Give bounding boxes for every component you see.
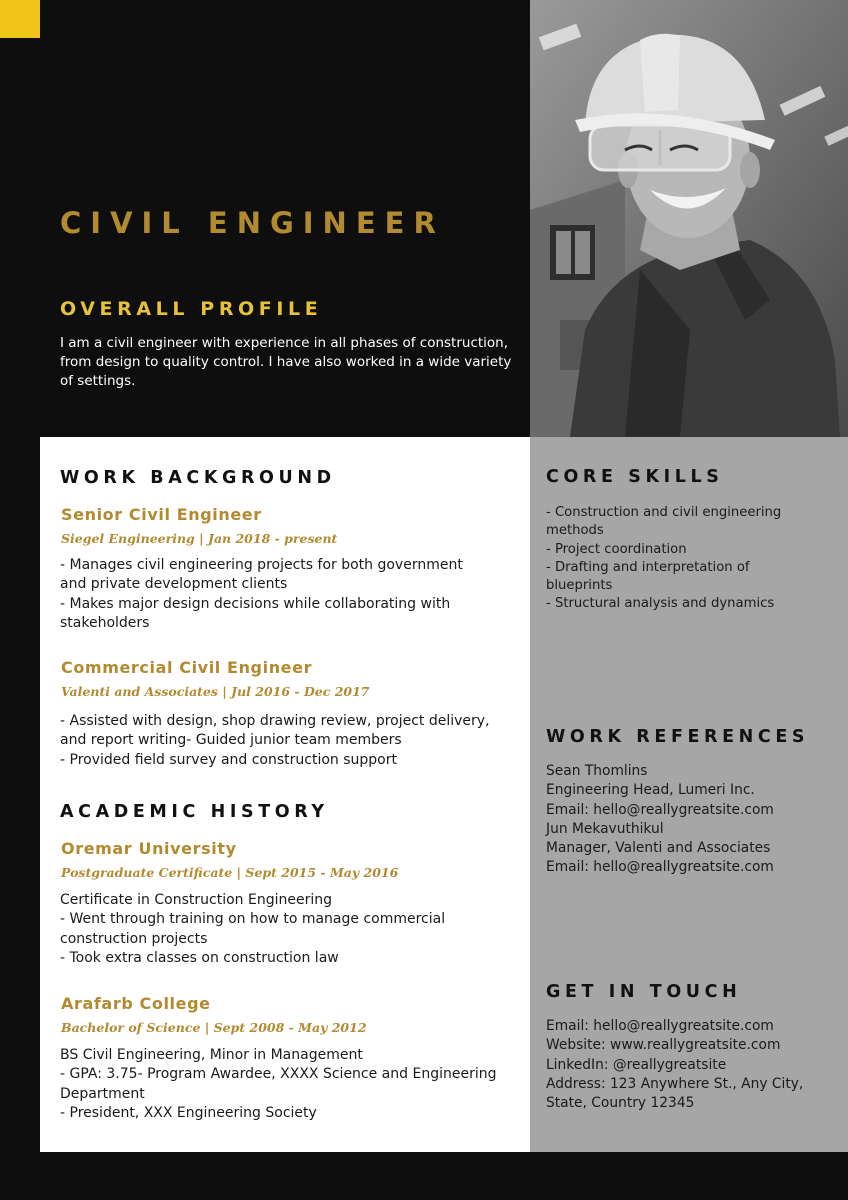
text-line: and report writing- Guided junior team members xyxy=(60,732,402,749)
academic-entry-title: Oremar University xyxy=(61,839,237,858)
skill-line: - Drafting and interpretation of xyxy=(546,559,750,575)
academic-entry-description xyxy=(60,1046,496,1123)
text-line: - Took extra classes on construction law xyxy=(60,949,339,966)
text-line: - Makes major design decisions while collaborating with xyxy=(60,595,451,612)
accent-square xyxy=(0,0,40,38)
work-entry-description xyxy=(60,556,463,633)
academic-entry-subtitle: Bachelor of Science | Sept 2008 - May 2012 xyxy=(61,1020,367,1035)
references-heading: WORK REFERENCES xyxy=(546,727,810,747)
contact-heading: GET IN TOUCH xyxy=(546,982,742,1002)
text-line: Certificate in Construction Engineering xyxy=(60,892,332,908)
skills-heading: CORE SKILLS xyxy=(546,467,724,487)
work-entry-title: Senior Civil Engineer xyxy=(61,505,262,524)
text-line: - Manages civil engineering projects for both government xyxy=(60,557,463,573)
text-line: - GPA: 3.75- Program Awardee, XXXX Science and Engineering xyxy=(60,1066,497,1083)
reference-line: Manager, Valenti and Associates xyxy=(546,840,771,857)
contact-list xyxy=(546,1017,803,1113)
text-line: stakeholders xyxy=(60,614,150,631)
skill-line: - Construction and civil engineering xyxy=(546,505,782,520)
work-entry-subtitle: Siegel Engineering | Jan 2018 - present xyxy=(61,531,338,546)
reference-line: Email: hello@reallygreatsite.com xyxy=(546,859,774,876)
profile-heading: OVERALL PROFILE xyxy=(60,298,323,320)
profile-line: of settings. xyxy=(60,373,136,389)
work-heading: WORK BACKGROUND xyxy=(60,468,336,488)
text-line: - Provided field survey and construction support xyxy=(60,751,397,768)
text-line: - Assisted with design, shop drawing review, project delivery, xyxy=(60,713,490,729)
work-entry-description xyxy=(60,712,490,770)
text-line: construction projects xyxy=(60,930,208,947)
job-title: CIVIL ENGINEER xyxy=(60,206,445,240)
academic-heading: ACADEMIC HISTORY xyxy=(60,802,329,822)
text-line: and private development clients xyxy=(60,576,288,593)
text-line: Department xyxy=(60,1085,145,1102)
academic-entry-title: Arafarb College xyxy=(61,994,211,1013)
reference-line: Sean Thomlins xyxy=(546,763,648,779)
skill-line: blueprints xyxy=(546,578,613,594)
profile-text xyxy=(60,334,518,391)
reference-line: Jun Mekavuthikul xyxy=(546,820,664,837)
text-line: - President, XXX Engineering Society xyxy=(60,1104,317,1121)
profile-line: I am a civil engineer with experience in all phases of construction, xyxy=(60,335,509,351)
academic-entry-description xyxy=(60,891,445,968)
skill-line: methods xyxy=(546,523,604,539)
reference-line: Email: hello@reallygreatsite.com xyxy=(546,801,774,818)
work-entry-subtitle: Valenti and Associates | Jul 2016 - Dec 2017 xyxy=(61,684,370,699)
contact-linkedin[interactable]: LinkedIn: @reallygreatsite xyxy=(546,1056,727,1073)
work-entry-title: Commercial Civil Engineer xyxy=(61,658,313,677)
profile-photo xyxy=(530,0,848,437)
profile-line: from design to quality control. I have also worked in a wide variety xyxy=(60,354,512,370)
skill-line: - Structural analysis and dynamics xyxy=(546,596,775,612)
contact-website[interactable]: Website: www.reallygreatsite.com xyxy=(546,1037,781,1054)
contact-address: Address: 123 Anywhere St., Any City, xyxy=(546,1075,804,1092)
text-line: BS Civil Engineering, Minor in Management xyxy=(60,1047,363,1063)
skill-line: - Project coordination xyxy=(546,541,687,557)
contact-address: State, Country 12345 xyxy=(546,1095,695,1112)
reference-line: Engineering Head, Lumeri Inc. xyxy=(546,782,755,799)
contact-email[interactable]: Email: hello@reallygreatsite.com xyxy=(546,1018,774,1034)
references-list xyxy=(546,762,774,878)
text-line: - Went through training on how to manage commercial xyxy=(60,911,446,928)
skills-list xyxy=(546,504,781,614)
academic-entry-subtitle: Postgraduate Certificate | Sept 2015 - May 2016 xyxy=(61,865,399,880)
